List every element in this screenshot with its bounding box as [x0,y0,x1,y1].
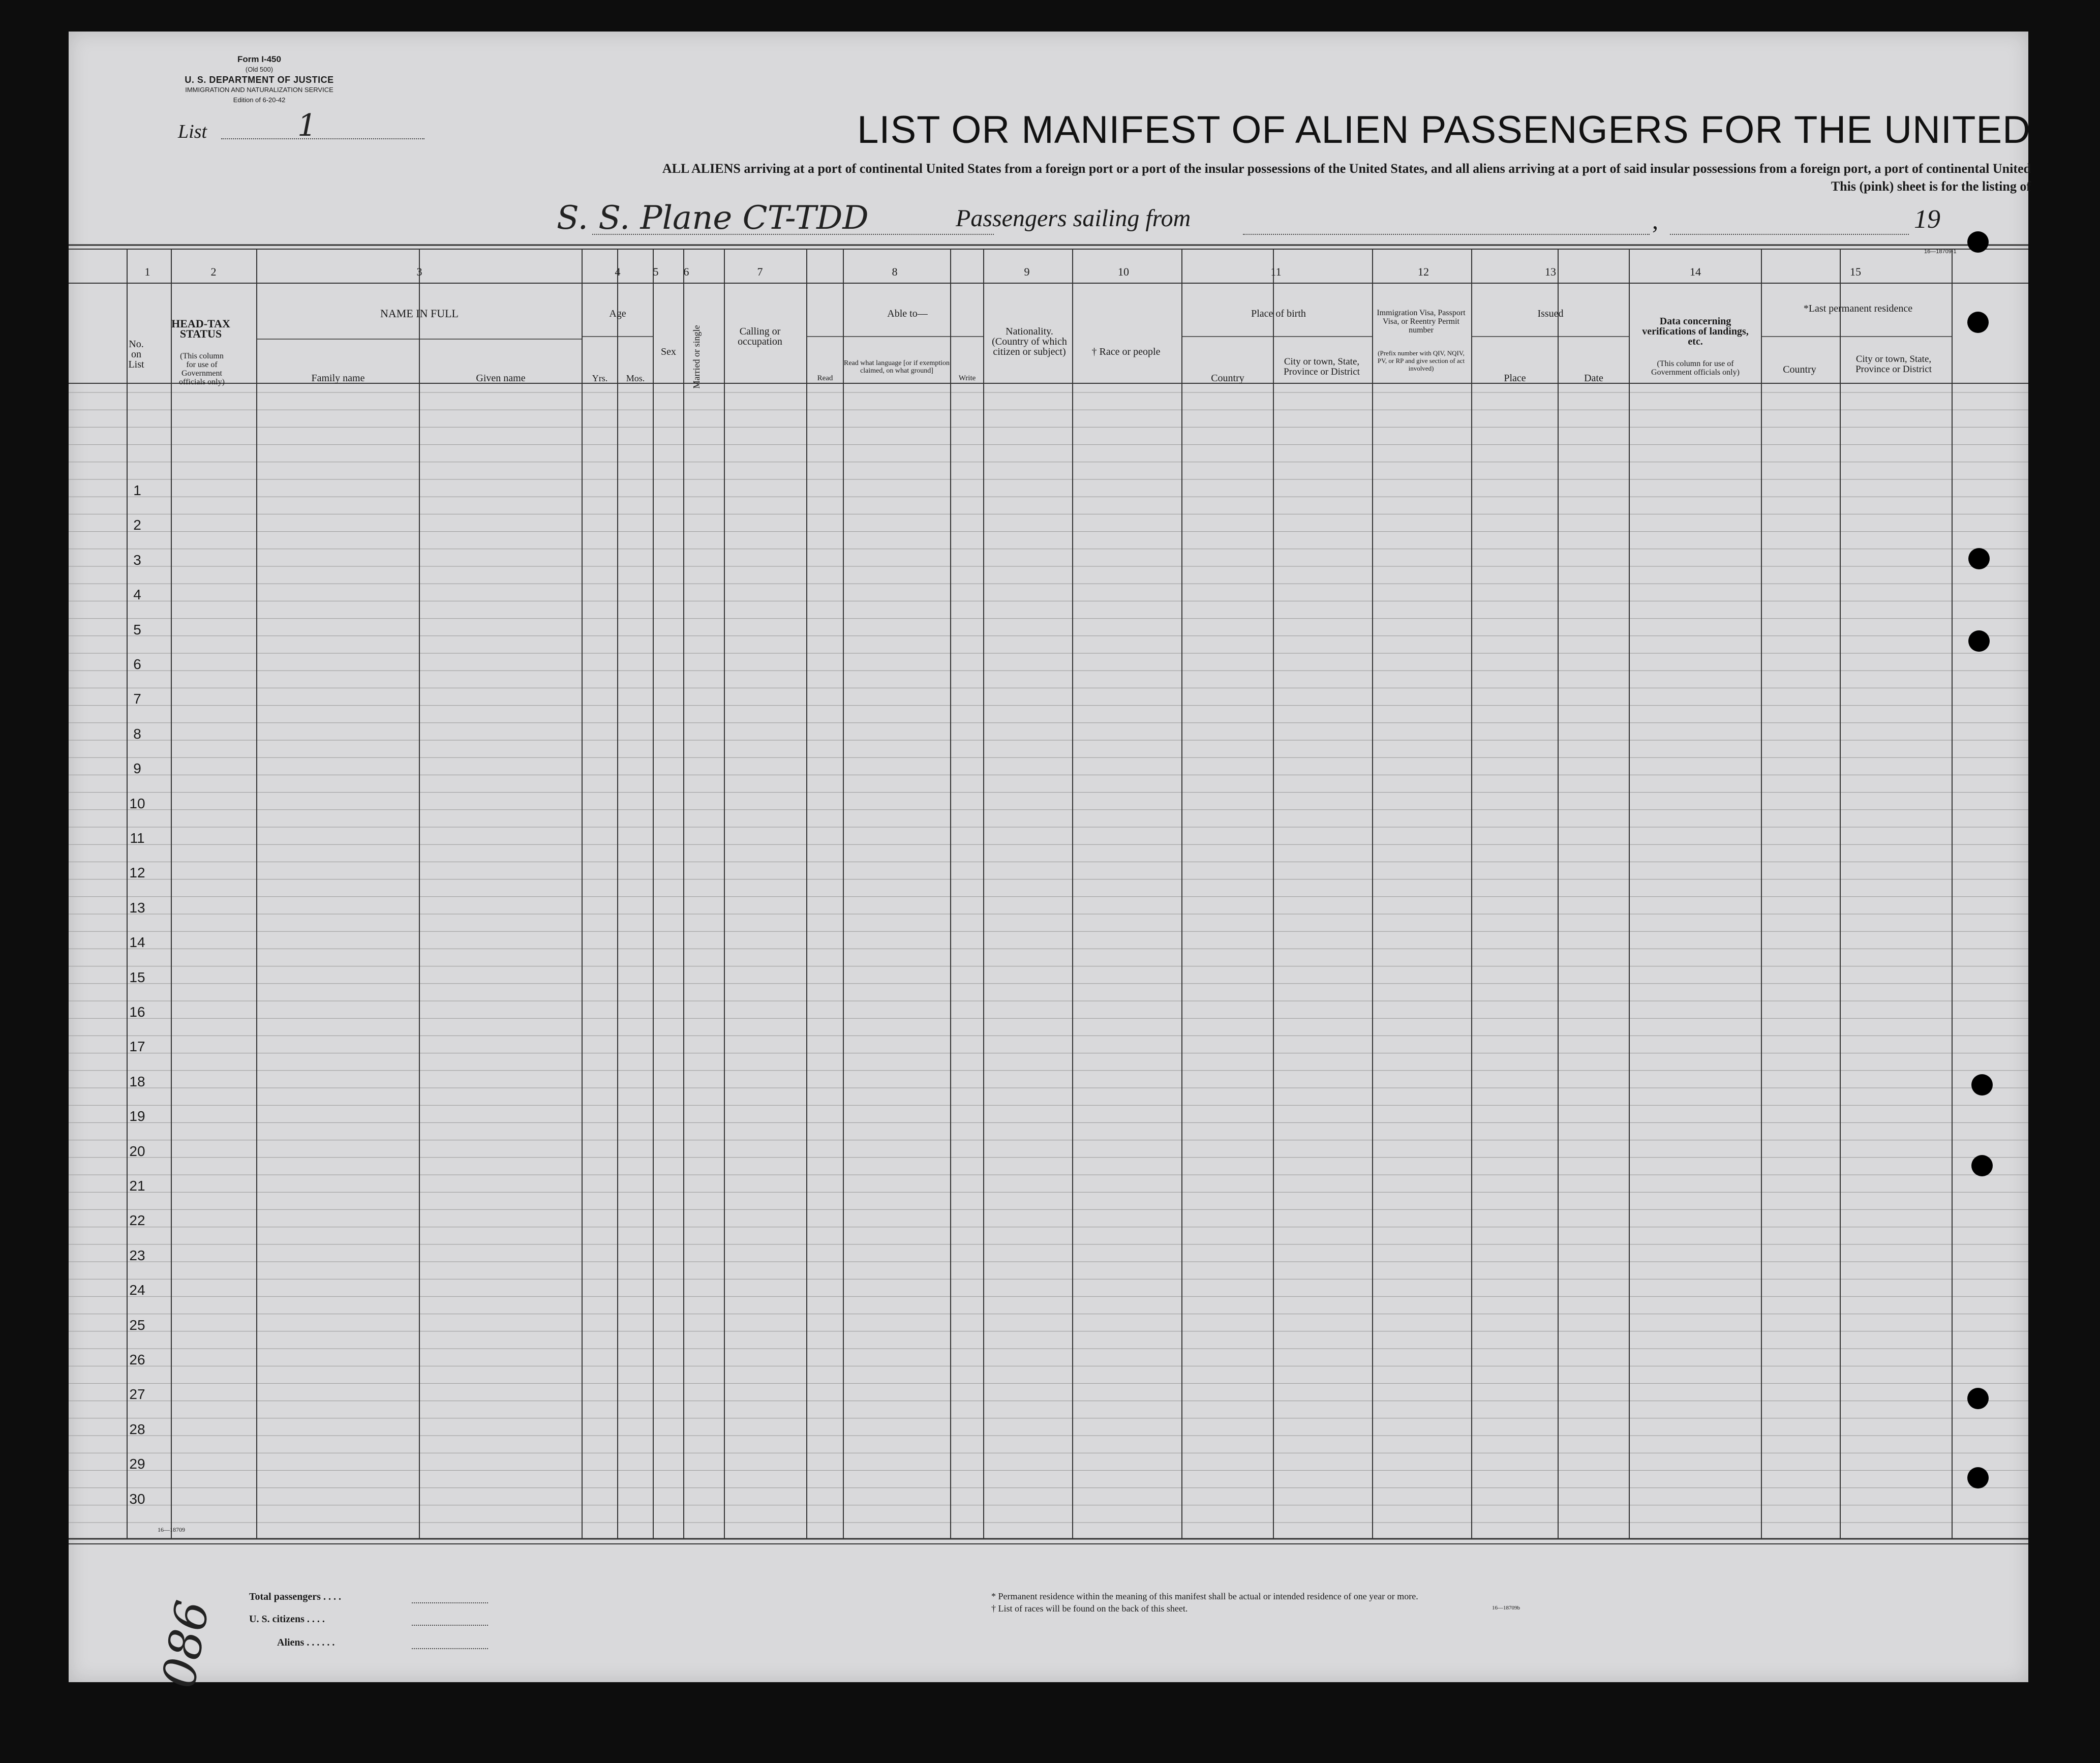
aliens-line [412,1648,488,1649]
footnote-races: † List of races will be found on the back of this sheet. [991,1603,1188,1614]
column-number: 2 [210,265,217,278]
row-number: 20 [129,1143,145,1159]
row-number: 29 [129,1456,145,1472]
header-able-to: Able to— [887,308,928,319]
list-number: 1 [297,108,317,143]
binder-hole [1967,1388,1989,1409]
column-number: 8 [892,265,898,278]
binder-hole [1971,1074,1993,1096]
column-number: 11 [1270,265,1282,278]
row-number: 10 [129,795,145,811]
form-old-number: (Old 500) [245,66,273,73]
header-place-of-birth: Place of birth [1251,308,1306,319]
row-number: 14 [129,934,145,951]
header-write: Write [958,374,976,382]
row-number: 26 [129,1352,145,1367]
binder-hole [1967,1467,1989,1488]
row-number: 17 [129,1039,145,1055]
column-number: 15 [1850,265,1861,278]
sailing-from-label: Passengers sailing from [956,205,1191,232]
manifest-sheet [69,32,2031,1692]
column-number: 10 [1118,265,1129,278]
us-citizens-line [412,1625,488,1626]
header-visa: Immigration Visa, Passport Visa, or Reentry Permit number [1377,309,1466,335]
ship-name-handwritten: S. S. Plane CT-TDD [557,199,869,237]
header-sex: Sex [661,346,676,357]
row-number: 6 [133,656,141,672]
row-number: 23 [129,1247,145,1263]
header-read: Read [817,374,833,382]
binder-hole [1967,231,1989,253]
header-residence-city: City or town, State, Province or District [1855,354,1932,375]
row-number: 4 [133,587,141,603]
column-number: 12 [1418,265,1429,278]
row-number: 11 [130,830,145,846]
print-code: 16—18709-1 [1924,249,1957,255]
header-given-name: Given name [476,373,526,384]
header-age: Age [609,308,626,319]
comma-separator: , [1652,207,1658,234]
header-nationality: Nationality. (Country of which citizen or subject) [992,326,1067,357]
header-issued-place: Place [1504,373,1526,384]
column-number: 14 [1690,265,1701,278]
total-passengers-line [412,1602,488,1603]
header-race: † Race or people [1091,346,1161,357]
column-number: 6 [683,265,689,278]
header-married-or-single: Married or single [691,325,702,389]
aliens-label: Aliens . . . . . . [277,1637,335,1648]
header-data-concerning: Data concerning verifications of landings, etc. [1642,316,1749,347]
row-number: 15 [129,969,145,985]
binder-hole [1971,1155,1993,1176]
row-number: 12 [129,865,145,881]
footnote-residence: * Permanent residence within the meaning of this manifest shall be actual or intended residence of one year or more. [991,1591,1418,1601]
row-number: 1 [133,482,141,498]
header-age-years: Yrs. [592,373,608,383]
row-number: 2 [133,517,141,533]
column-number: 4 [615,265,621,278]
row-number: 21 [129,1178,145,1194]
table-grid [69,32,2028,1682]
header-residence-country: Country [1783,364,1816,375]
row-number: 13 [129,899,145,916]
header-head-tax-note: (This column for use of Government officials only) [179,352,225,386]
row-number: 5 [133,621,141,637]
subtitle-line-1: ALL ALIENS arriving at a port of continental United States from a foreign port or a port of the insular possessions of the United States, and all aliens arriving at a port of said insular possessions from a foreign port, a port of continental United [662,161,2031,176]
column-number: 5 [653,265,659,278]
row-number: 3 [133,552,141,568]
header-age-months: Mos. [626,373,645,383]
handwritten-page-number: 086 [152,1596,220,1692]
header-visa-note: (Prefix number with QIV, NQIV, PV, or RP and give section of act involved) [1377,349,1465,372]
form-edition: Edition of 6-20-42 [233,96,286,104]
binder-hole [1968,548,1990,569]
department-name: U. S. DEPARTMENT OF JUSTICE [185,75,334,85]
binder-hole [1968,630,1990,652]
row-number: 8 [133,725,141,742]
service-name: IMMIGRATION AND NATURALIZATION SERVICE [185,86,333,94]
binder-hole [1967,312,1989,333]
header-read-language: Read what language [or if exemption claimed, on what ground] [844,359,950,375]
header-calling: Calling or occupation [738,326,782,347]
header-head-tax: HEAD-TAX STATUS [171,317,230,340]
row-number: 24 [129,1282,145,1298]
total-passengers-label: Total passengers . . . . [249,1591,341,1602]
column-number: 9 [1024,265,1030,278]
row-number: 25 [129,1317,145,1333]
header-issued-date: Date [1584,373,1603,384]
header-issued: Issued [1537,308,1564,319]
header-birth-country: Country [1211,373,1244,384]
row-number: 18 [129,1073,145,1089]
footnote-code: 16—18709b [1492,1605,1520,1611]
header-family-name: Family name [311,373,365,384]
header-no-on-list: No. on List [128,339,144,370]
header-name-in-full: NAME IN FULL [380,307,459,320]
page-title: LIST OR MANIFEST OF ALIEN PASSENGERS FOR THE UNITED [857,108,2031,151]
list-label: List [178,121,207,142]
form-number: Form I-450 [237,54,281,64]
row-number: 27 [129,1386,145,1403]
header-last-residence: *Last permanent residence [1803,303,1913,314]
column-number: 7 [757,265,763,278]
row-number: 16 [129,1004,145,1020]
row-number: 9 [133,761,141,777]
column-number: 1 [144,265,150,278]
column-number: 13 [1545,265,1556,278]
bottom-print-code: 16—18709 [158,1526,185,1533]
row-number: 28 [129,1421,145,1437]
header-data-note: (This column for use of Government officials only) [1651,359,1740,377]
column-number: 3 [416,265,422,278]
row-number: 7 [133,691,141,707]
row-number: 22 [129,1212,145,1229]
us-citizens-label: U. S. citizens . . . . [249,1614,325,1625]
year-prefix: 19 [1914,205,1940,234]
subtitle-line-2: This (pink) sheet is for the listing of [1831,179,2031,194]
row-number: 19 [129,1108,145,1124]
header-birth-city: City or town, State, Province or District [1284,356,1360,377]
row-number: 30 [129,1491,145,1507]
